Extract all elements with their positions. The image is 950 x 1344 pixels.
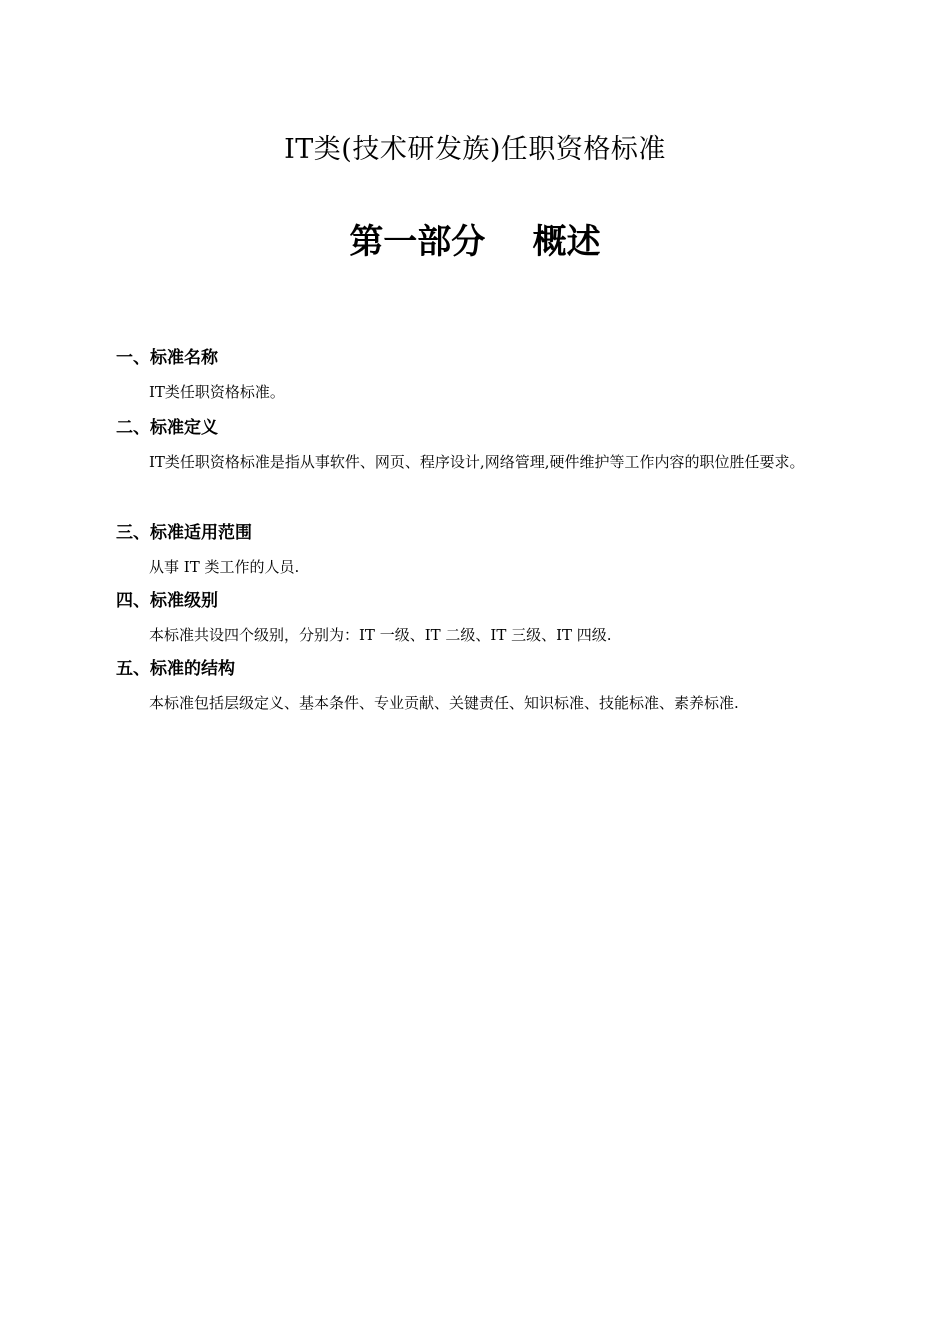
section-body: 从事 IT 类工作的人员. [149,558,300,576]
section-heading: 三、标准适用范围 [116,523,252,543]
section-heading: 五、标准的结构 [116,659,235,679]
section-standard-definition [116,416,840,480]
part-title: 第一部分 概述 [349,222,601,262]
section-standard-scope [116,521,840,585]
section-standard-levels [116,589,840,653]
section-body: IT类任职资格标准是指从事软件、网页、程序设计,网络管理,硬件维护等工作内容的职位胜任要求。 [149,453,805,471]
section-heading: 二、标准定义 [116,418,218,438]
section-heading: 一、标准名称 [116,348,218,368]
section-heading: 四、标准级别 [116,591,218,611]
section-body: 本标准包括层级定义、基本条件、专业贡献、关键责任、知识标准、技能标准、素养标准. [149,694,739,712]
section-standard-name [116,346,840,410]
document-title: IT类(技术研发族)任职资格标准 [284,134,666,165]
section-standard-structure [116,657,840,721]
section-body: IT类任职资格标准。 [149,383,285,401]
section-body: 本标准共设四个级别，分别为：IT 一级、IT 二级、IT 三级、IT 四级. [149,626,612,644]
